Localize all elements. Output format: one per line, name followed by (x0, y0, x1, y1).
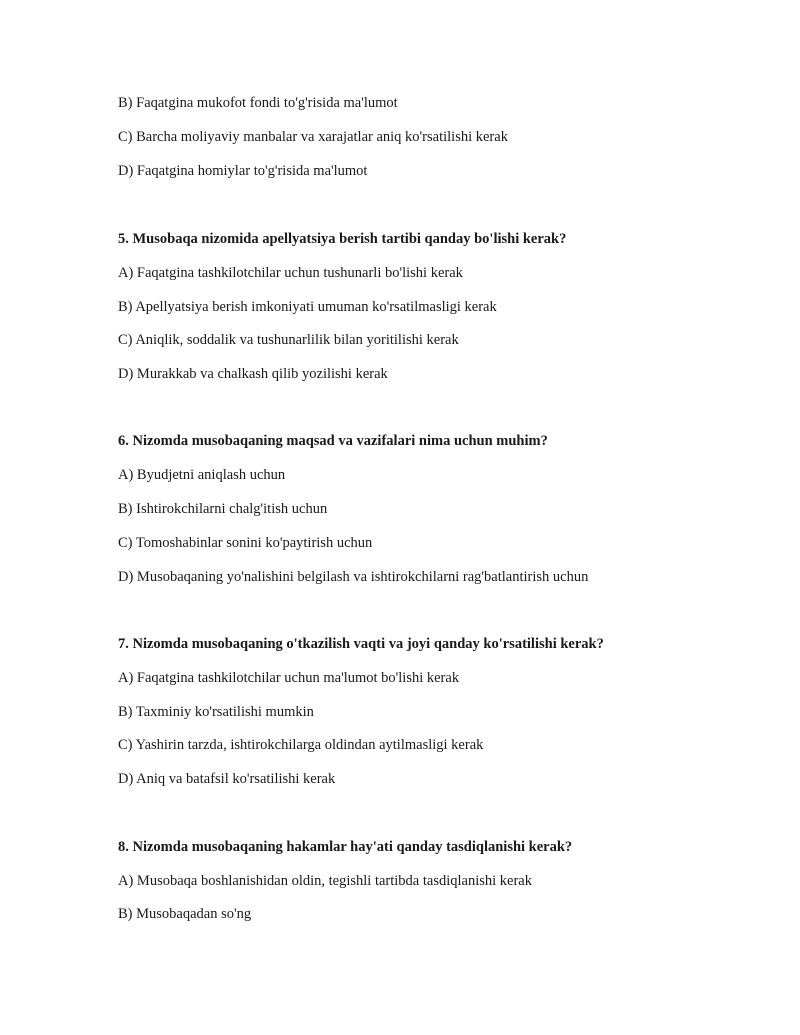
question-5: 5. Musobaqa nizomida apellyatsiya berish tartibi qanday bo'lishi kerak? (118, 231, 567, 247)
question-7: 7. Nizomda musobaqaning o'tkazilish vaqti va joyi qanday ko'rsatilishi kerak? (118, 636, 604, 652)
option-5-d: D) Murakkab va chalkash qilib yozilishi kerak (118, 366, 388, 382)
option-5-c: C) Aniqlik, soddalik va tushunarlilik bilan yoritilishi kerak (118, 332, 459, 348)
option-7-b: B) Taxminiy ko'rsatilishi mumkin (118, 704, 314, 720)
option-7-a: A) Faqatgina tashkilotchilar uchun ma'lumot bo'lishi kerak (118, 670, 460, 686)
option-8-a: A) Musobaqa boshlanishidan oldin, tegishli tartibda tasdiqlanishi kerak (118, 873, 532, 889)
option-6-c: C) Tomoshabinlar sonini ko'paytirish uchun (118, 535, 373, 551)
option-5-a: A) Faqatgina tashkilotchilar uchun tushunarli bo'lishi kerak (118, 265, 463, 281)
option-6-d: D) Musobaqaning yo'nalishini belgilash va ishtirokchilarni rag'batlantirish uchun (118, 569, 589, 585)
option-7-d: D) Aniq va batafsil ko'rsatilishi kerak (118, 771, 336, 787)
option-4-b: B) Faqatgina mukofot fondi to'g'risida ma'lumot (118, 95, 398, 111)
option-5-b: B) Apellyatsiya berish imkoniyati umuman ko'rsatilmasligi kerak (118, 299, 497, 315)
option-4-d: D) Faqatgina homiylar to'g'risida ma'lumot (118, 163, 368, 179)
option-4-c: C) Barcha moliyaviy manbalar va xarajatlar aniq ko'rsatilishi kerak (118, 129, 508, 145)
question-6: 6. Nizomda musobaqaning maqsad va vazifalari nima uchun muhim? (118, 433, 548, 449)
option-6-a: A) Byudjetni aniqlash uchun (118, 467, 286, 483)
question-8: 8. Nizomda musobaqaning hakamlar hay'ati qanday tasdiqlanishi kerak? (118, 839, 573, 855)
option-6-b: B) Ishtirokchilarni chalg'itish uchun (118, 501, 328, 517)
option-7-c: C) Yashirin tarzda, ishtirokchilarga oldindan aytilmasligi kerak (118, 737, 484, 753)
option-8-b: B) Musobaqadan so'ng (118, 906, 252, 922)
